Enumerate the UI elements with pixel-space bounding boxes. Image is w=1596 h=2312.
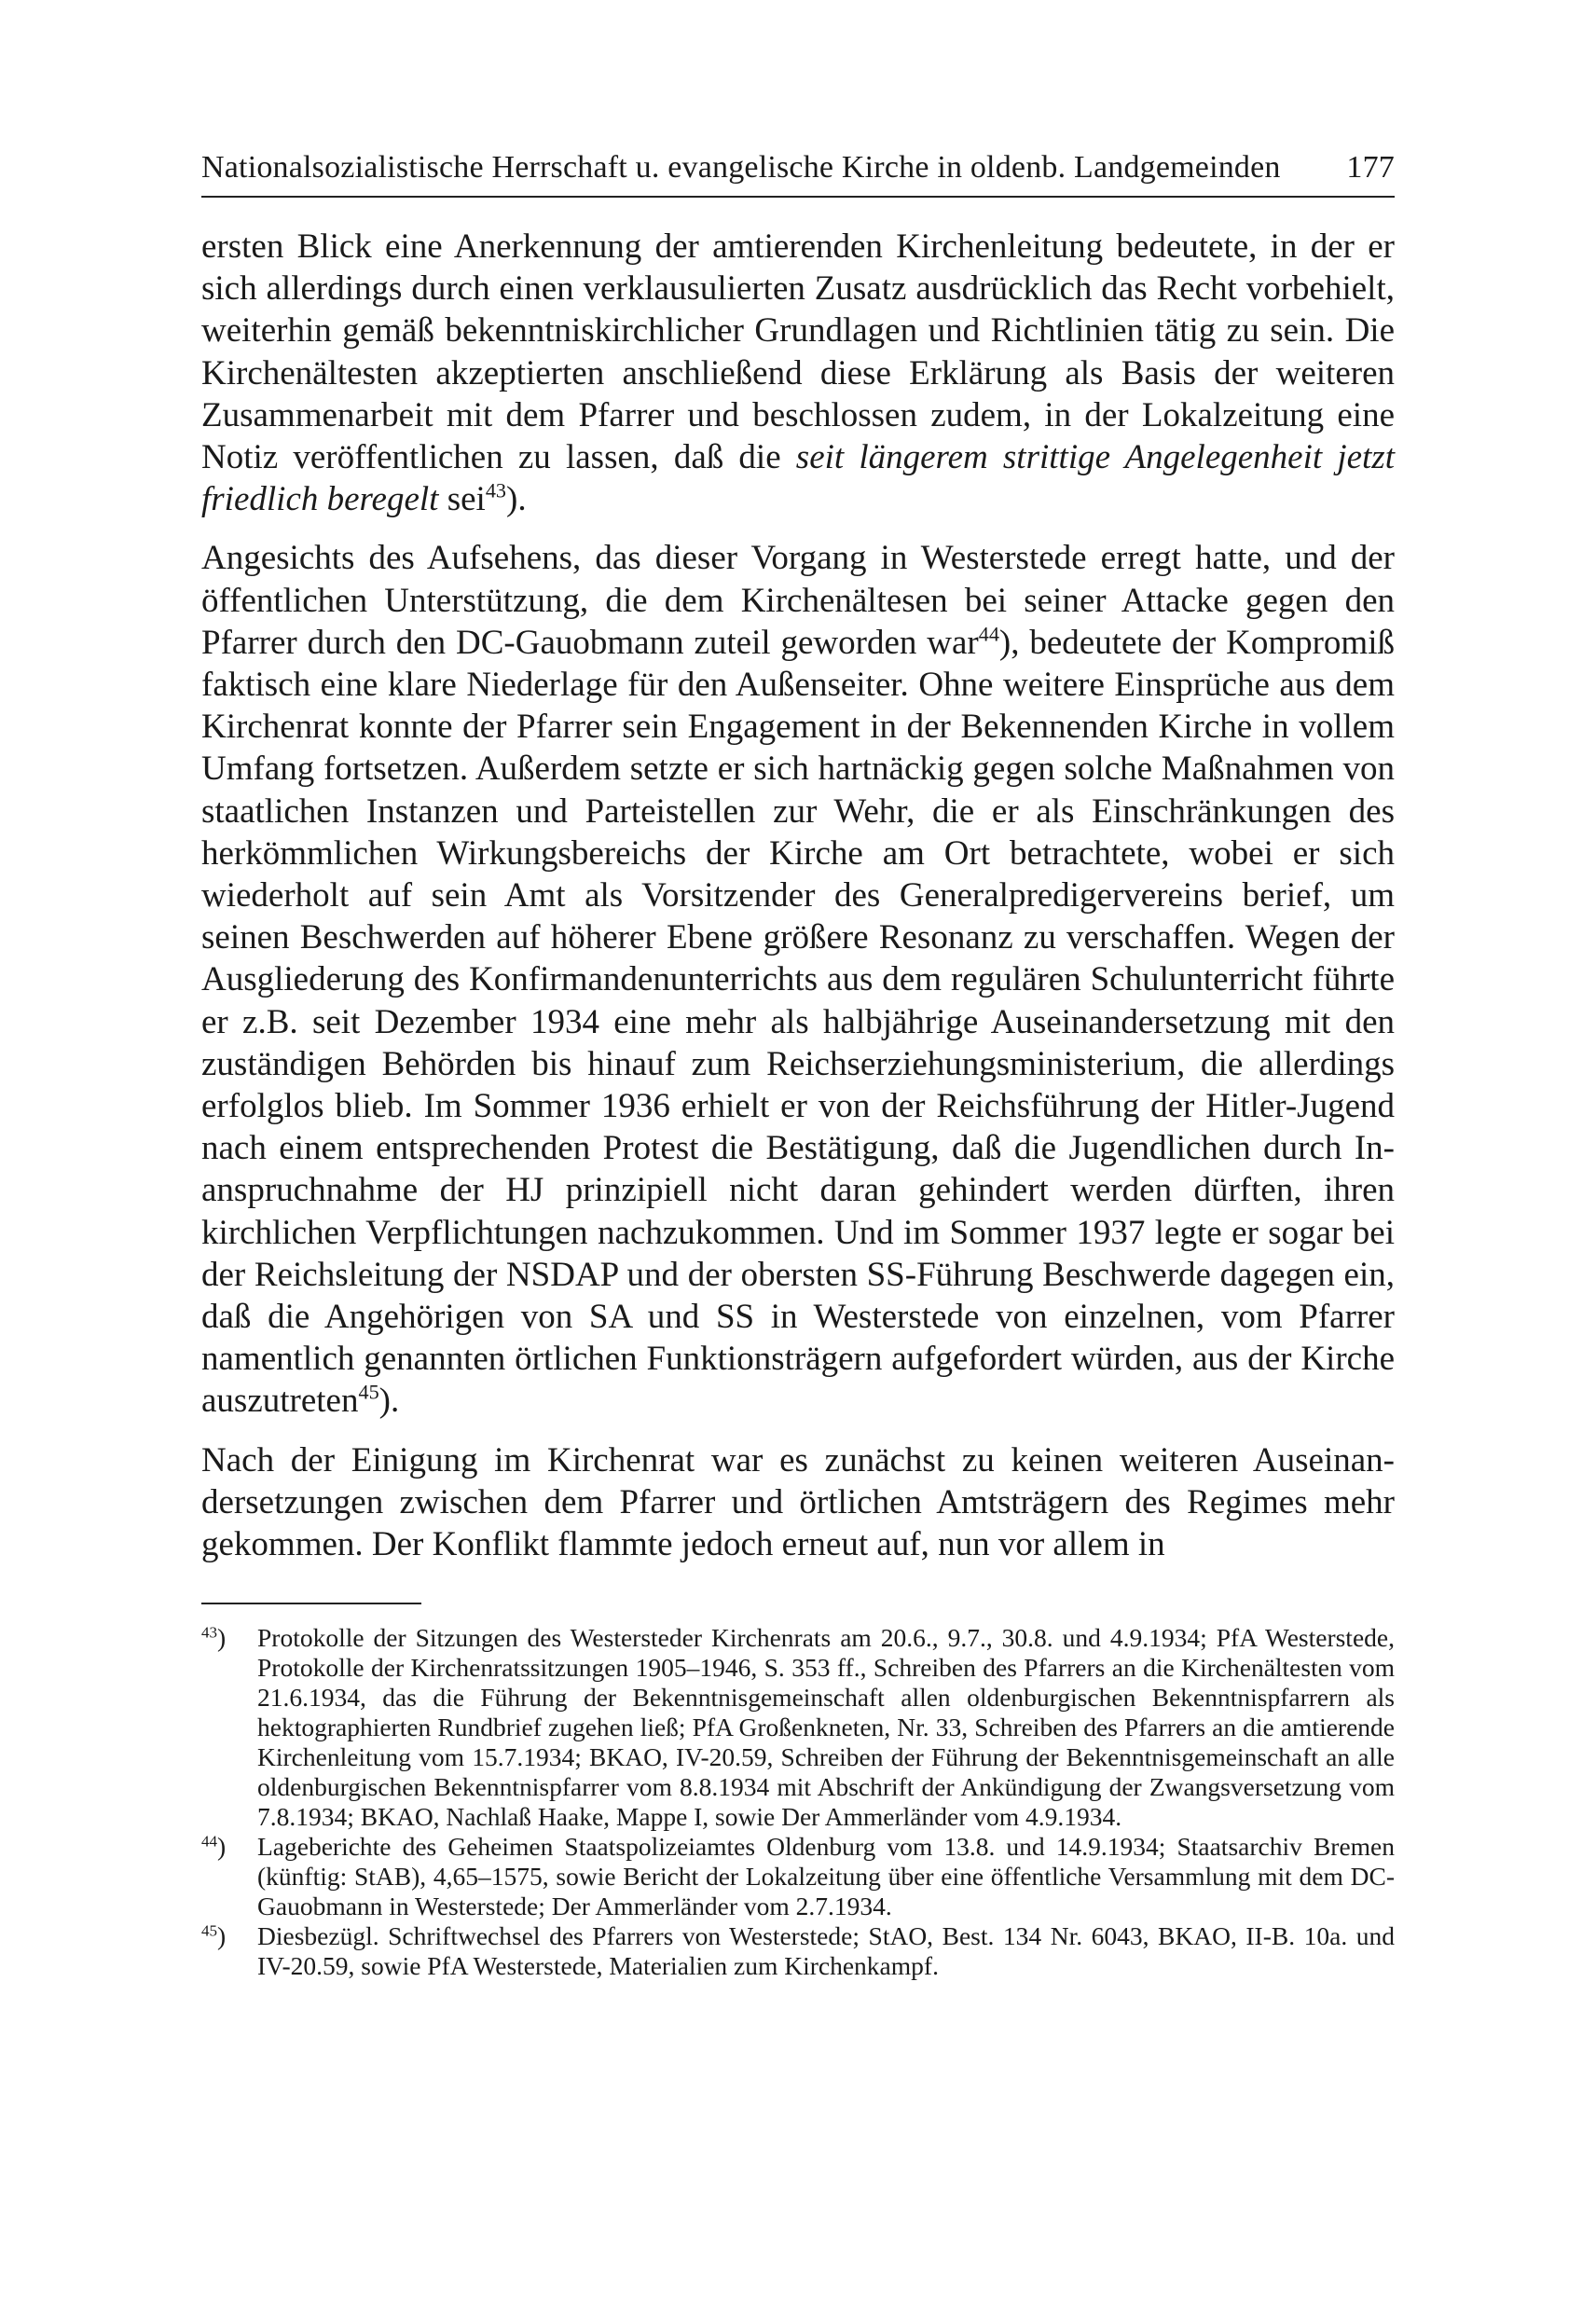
footnote-reference[interactable]: 44 [978, 622, 999, 646]
quoted-phrase: seit längerem strittige Angelegenheit jetzt friedlich beregelt [201, 438, 1395, 519]
paragraph-text: sei [438, 480, 486, 519]
paragraph-text: Nach der Einigung im Kirchenrat war es zunächst zu keinen weiteren Auseinandersetzungen zwischen dem Pfarrer und örtlichen Amtsträgern des Regimes mehr gekommen. Der Konflikt flammte jedoch erneut auf, nun vor allem in [201, 1440, 1395, 1564]
footnote-text: Protokolle der Sitzungen des Westersteder Kirchenrats am 20.6., 9.7., 30.8. und 4.9.1934; PfA Westerstede, Protokolle der Kirchenratssitzungen 1905–1946, S. 353 ff., Schreiben des Pfarrers an die Kirchenältesten vom 21.6.1934, das die Führung der Bekenntnisgemeinschaft allen oldenburgischen Bekenntnispfarrern als hektographierten Rundbrief zugehen ließ; PfA Großenkneten, Nr. 33, Schreiben des Pfarrers an die amtierende Kirchenleitung vom 15.7.1934; BKAO, IV-20.59, Schreiben der Führung der Bekenntnisgemeinschaft an alle oldenburgischen Bekenntnispfarrer vom 8.8.1934 mit Abschrift der Ankündigung der Zwangsversetzung vom 7.8.1934; BKAO, Nachlaß Haake, Mappe I, sowie Der Ammerländer vom 4.9.1934. [257, 1623, 1395, 1832]
running-head [201, 149, 1395, 186]
paragraph-text: ). [378, 1382, 400, 1421]
page-number: 177 [1346, 150, 1395, 185]
footnote-43 [201, 1623, 1395, 1832]
paragraph-3 [201, 1439, 1395, 1566]
footnote-number: $^{45}$) [201, 1921, 227, 1951]
paragraph-2 [201, 537, 1395, 1422]
paragraph-1 [201, 226, 1395, 520]
footnotes [201, 1623, 1395, 1981]
header-rule [201, 196, 1395, 198]
footnote-text: Diesbezügl. Schriftwechsel des Pfarrers von Westerstede; StAO, Best. 134 Nr. 6043, BKAO, II-B. 10a. und IV-20.59, sowie PfA Westerstede, Materialien zum Kirchenkampf. [257, 1921, 1395, 1981]
footnote-44 [201, 1832, 1395, 1921]
footnote-number: $^{43}$) [201, 1623, 227, 1653]
paragraph-text: ). [506, 480, 527, 519]
body-text [201, 226, 1395, 1565]
footnote-number: $^{44}$) [201, 1832, 227, 1862]
running-head-title: Nationalsozialistische Herrschaft u. evangelische Kirche in oldenb. Landgemeinden [201, 150, 1281, 185]
footnote-separator [201, 1603, 421, 1604]
paragraph-text: ), bedeutete der Kompromiß faktisch eine klare Niederlage für den Außenseiter. Ohne weitere Einsprüche aus dem Kirchenrat konnte der Pfarrer sein Engagement in der Bekennenden Kirche in vollem Umfang fortsetzen. Außerdem setzte er sich hartnäckig gegen solche Maßnahmen von staatlichen Instanzen und Parteistellen zur Wehr, die er als Einschränkungen des herkömmlichen Wirkungsbereichs der Kirche am Ort betrachtete, wobei er sich wiederholt auf sein Amt als Vorsitzender des Generalpredigervereins berief, um seinen Beschwerden auf höherer Ebene größere Resonanz zu verschaffen. Wegen der Ausgliederung des Konfirmandenunterrichts aus dem regulären Schulunterricht führte er z.B. seit Dezember 1934 eine mehr als halbjährige Auseinandersetzung mit den zuständigen Behörden bis hinauf zum Reichserziehungsministerium, die allerdings erfolglos blieb. Im Sommer 1936 erhielt er von der Reichsführung der Hitler-Jugend nach einem entsprechenden Protest die Bestätigung, daß die Jugendlichen durch Inanspruchnahme der HJ prinzipiell nicht daran gehindert werden dürften, ihren kirchlichen Verpflichtungen nachzukommen. Und im Sommer 1937 legte er sogar bei der Reichsleitung der NSDAP und der obersten SS-Führung Beschwerde dagegen ein, daß die Angehörigen von SA und SS in Westerstede von einzelnen, vom Pfarrer namentlich genannten örtlichen Funktionsträgern aufgefordert würden, aus der Kirche auszutreten [201, 623, 1395, 1421]
footnote-reference[interactable]: 45 [358, 1381, 379, 1405]
footnote-text: Lageberichte des Geheimen Staatspolizeiamtes Oldenburg vom 13.8. und 14.9.1934; Staatsarchiv Bremen (künftig: StAB), 4,65–1575, sowie Bericht der Lokalzeitung über eine öffentliche Versammlung mit dem DC-Gauobmann in Westerstede; Der Ammerländer vom 2.7.1934. [257, 1832, 1395, 1921]
paragraph-text: Angesichts des Aufsehens, das dieser Vorgang in Westerstede erregt hatte, und der öffentlichen Unterstützung, die dem Kirchenältesen bei seiner Attacke gegen den Pfarrer durch den DC-Gauobmann zuteil geworden war [201, 539, 1395, 662]
footnote-reference[interactable]: 43 [485, 478, 507, 502]
paragraph-text: ersten Blick eine Anerkennung der amtierenden Kirchenleitung bedeutete, in der er sich allerdings durch einen verklausulierten Zusatz ausdrücklich das Recht vorbehielt, weiterhin gemäß bekenntniskirchlicher Grundlagen und Richtlinien tätig zu sein. Die Kirchenältesten akzeptierten anschließend diese Erklärung als Basis der weiteren Zusammenarbeit mit dem Pfarrer und beschlossen zudem, in der Lokalzeitung eine Notiz veröffentlichen zu lassen, daß die [201, 227, 1395, 477]
document-page [201, 149, 1395, 1981]
footnote-45 [201, 1921, 1395, 1981]
